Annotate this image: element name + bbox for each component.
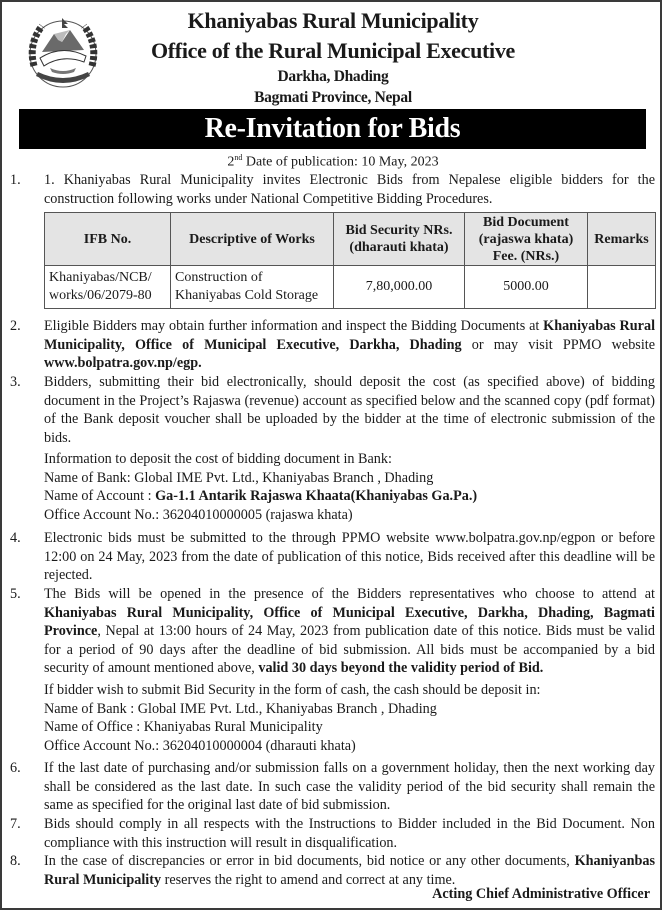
clause-text-part: The Bids will be opened in the presence of the Bidders representatives who choose to attend at [44, 586, 655, 602]
bank-info-intro: Information to deposit the cost of bidding document in Bank: [44, 451, 392, 467]
cash-office-name: Name of Office : Khaniyabas Rural Municipality [44, 719, 323, 736]
clause-bold-part: Khaniyabas Rural Municipality, Office of Municipal Executive, Darkha, Dhading, Bagmati Province [44, 604, 655, 640]
cash-deposit-info [44, 681, 656, 755]
clause-text: Electronic bids must be submitted to the through PPMO website www.bolpatra.gov.np/egpon or before 12:00 on 24 May, 2023 from the date of publication of this notice, Bids received after this deadline will be rejected. [44, 530, 655, 584]
column-header-bid-security: Bid Security NRs. (dharauti khata) [334, 213, 465, 266]
clause-text [44, 317, 655, 373]
office-province: Bagmati Province, Nepal [254, 89, 412, 106]
column-header-ifb-no: IFB No. [45, 213, 171, 266]
clause-number: 5. [10, 586, 21, 602]
account-name [44, 487, 656, 506]
clause-bold-part: valid 30 days beyond the validity period of Bid. [258, 660, 544, 677]
clause-7 [10, 815, 655, 852]
municipality-name: Khaniyabas Rural Municipality [187, 8, 479, 33]
signatory-title: Acting Chief Administrative Officer [432, 886, 650, 902]
clause-text: 1. Khaniyabas Rural Municipality invites Electronic Bids from Nepalese eligible bidders for the construction following works under National Competitive Bidding Procedures. [44, 172, 655, 207]
works-line-1: Construction of [175, 270, 263, 285]
publication-date-text: Date of publication: 10 May, 2023 [242, 154, 439, 170]
clause-text-part: or may visit PPMO website [461, 336, 655, 353]
clause-text: Bids should comply in all respects with the Instructions to Bidder included in the Bid Document. Non compliance with this instruction will result in disqualification. [44, 816, 655, 851]
clause-5 [10, 585, 655, 678]
publication-ordinal: 2 [227, 154, 235, 170]
cell-works [171, 266, 334, 309]
office-location: Darkha, Dhading [277, 68, 389, 85]
clause-8 [10, 852, 655, 889]
clause-1 [10, 171, 655, 208]
publication-ordinal-suffix: nd [234, 153, 243, 162]
bank-deposit-info [44, 450, 656, 524]
column-header-doc-fee: Bid Document (rajaswa khata) Fee. (NRs.) [465, 213, 588, 266]
cash-info-intro: If bidder wish to submit Bid Security in the form of cash, the cash should be deposit in: [44, 682, 541, 698]
publication-date [2, 153, 662, 171]
clause-number: 1. [10, 172, 21, 188]
clause-text-part: reserves the right to amend and correct at any time. [161, 871, 456, 888]
bid-works-table [44, 212, 656, 309]
account-number: Office Account No.: 36204010000005 (rajaswa khata) [44, 506, 353, 523]
account-name-label: Name of Account : [44, 488, 156, 505]
clause-number: 3. [10, 374, 21, 390]
clause-text: Bidders, submitting their bid electronically, should deposit the cost (as specified above) of bidding document in the Project’s Rajaswa (revenue) account as specified below and the scanned copy (pdf format) of the Bank deposit voucher shall be uploaded by the bidder at the time of electronic submission of the bids. [44, 374, 655, 446]
clause-text-part: In the case of discrepancies or error in bid documents, bid notice or any other documents, [44, 853, 575, 869]
clause-4 [10, 529, 655, 585]
account-name-value: Ga-1.1 Antarik Rajaswa Khaata(Khaniyabas Ga.Pa.) [155, 488, 478, 505]
ifb-no-line-2: works/06/2079-80 [49, 288, 152, 303]
clause-6 [10, 759, 655, 815]
clause-text [44, 585, 655, 678]
bank-name: Name of Bank: Global IME Pvt. Ltd., Khaniyabas Branch , Dhading [44, 469, 434, 486]
clause-3 [10, 373, 655, 447]
table-row [45, 266, 656, 309]
cell-bid-security: 7,80,000.00 [334, 266, 465, 309]
clause-number: 6. [10, 760, 21, 776]
works-line-2: Khaniyabas Cold Storage [175, 288, 319, 303]
clause-text-part: , Nepal at 13:00 hours of 24 May, 2023 from publication date of this notice. Bids must be valid for a period of 90 days after the deadline of bid submission. All bids must be accompanied by a bid security of amount mentioned above, [44, 623, 655, 677]
clause-text: If the last date of purchasing and/or submission falls on a government holiday, then the next working day shall be considered as the last date. In such case the validity period of the bid security shall remain the same as specified for the original last date of bid submission. [44, 760, 655, 814]
column-header-works: Descriptive of Works [171, 213, 334, 266]
table-header-row [45, 213, 656, 266]
cash-account-number: Office Account No.: 36204010000004 (dharauti khata) [44, 737, 356, 754]
clause-number: 2. [10, 318, 21, 334]
clause-text-part: Eligible Bidders may obtain further information and inspect the Bidding Documents at [44, 318, 544, 334]
clause-text [44, 852, 655, 889]
cash-bank-name: Name of Bank : Global IME Pvt. Ltd., Khaniyabas Branch , Dhading [44, 700, 437, 717]
office-name: Office of the Rural Municipal Executive [150, 38, 516, 63]
clause-number: 7. [10, 816, 21, 832]
cell-remarks [588, 266, 656, 309]
clause-number: 4. [10, 530, 21, 546]
ifb-no-line-1: Khaniyabas/NCB/ [49, 270, 152, 285]
ppmo-website-link[interactable]: www.bolpatra.gov.np/egp. [44, 355, 202, 372]
notice-title-banner: Re-Invitation for Bids [19, 109, 646, 149]
clause-number: 8. [10, 853, 21, 869]
clause-2 [10, 317, 655, 373]
clause-bold-part: Khaniyanbas Rural Municipality [44, 853, 655, 888]
clause-bold-part: Khaniyabas Rural Municipality, Office of Municipal Executive, Darkha, Dhading [44, 318, 656, 353]
cell-doc-fee: 5000.00 [465, 266, 588, 309]
cell-ifb-no [45, 266, 171, 309]
column-header-remarks: Remarks [588, 213, 656, 266]
